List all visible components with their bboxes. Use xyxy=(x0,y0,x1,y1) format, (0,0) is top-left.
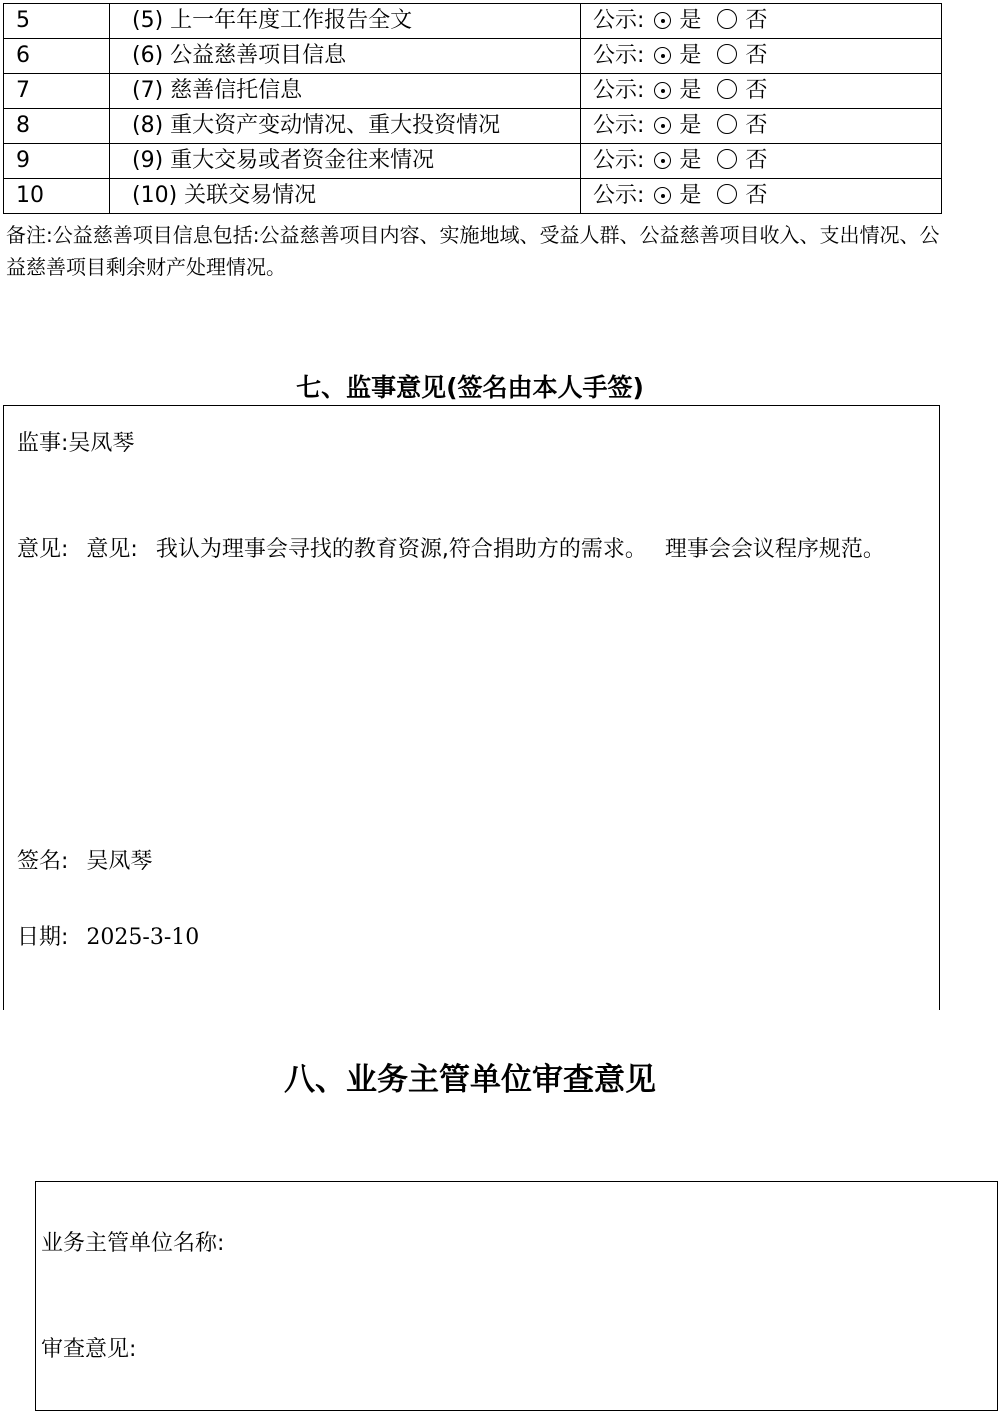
row-number: 10 xyxy=(4,179,110,214)
row-number: 8 xyxy=(4,109,110,144)
section-8-title: 八、业务主管单位审查意见 xyxy=(284,1062,656,1098)
table-row xyxy=(4,4,942,39)
date-line xyxy=(17,922,199,954)
disclosure-options xyxy=(581,109,942,144)
disclosure-options xyxy=(581,179,942,214)
table-row xyxy=(4,179,942,214)
signature-value: 吴凤琴 xyxy=(86,849,153,874)
row-item: (8) 重大资产变动情况、重大投资情况 xyxy=(110,109,581,144)
yes-radio-icon[interactable] xyxy=(654,152,671,169)
disclosure-options xyxy=(581,39,942,74)
no-radio-icon[interactable] xyxy=(717,184,737,204)
no-radio-icon[interactable] xyxy=(717,79,737,99)
opinion-paragraph xyxy=(17,534,932,566)
disclosure-options xyxy=(581,144,942,179)
disclosure-label: 公示: xyxy=(593,113,645,138)
table-row xyxy=(4,39,942,74)
disclosure-label: 公示: xyxy=(593,8,645,33)
table-row xyxy=(4,74,942,109)
disclosure-label: 公示: xyxy=(593,78,645,103)
no-label: 否 xyxy=(745,148,768,173)
supervisor-name: 吴凤琴 xyxy=(68,431,135,456)
row-number: 7 xyxy=(4,74,110,109)
yes-label: 是 xyxy=(679,183,702,208)
disclosure-table-body xyxy=(4,4,942,214)
yes-radio-icon[interactable] xyxy=(654,187,671,204)
no-radio-icon[interactable] xyxy=(717,44,737,64)
row-item: (6) 公益慈善项目信息 xyxy=(110,39,581,74)
yes-radio-icon[interactable] xyxy=(654,47,671,64)
row-number: 5 xyxy=(4,4,110,39)
row-number: 6 xyxy=(4,39,110,74)
table-row xyxy=(4,109,942,144)
disclosure-label: 公示: xyxy=(593,43,645,68)
disclosure-table xyxy=(3,3,942,214)
no-label: 否 xyxy=(745,8,768,33)
date-value: 2025-3-10 xyxy=(86,925,200,950)
row-number: 9 xyxy=(4,144,110,179)
yes-label: 是 xyxy=(679,43,702,68)
signature-line xyxy=(17,846,152,878)
yes-radio-icon[interactable] xyxy=(654,117,671,134)
review-opinion-label: 审查意见: xyxy=(41,1337,137,1362)
disclosure-label: 公示: xyxy=(593,148,645,173)
note-text: 备注:公益慈善项目信息包括:公益慈善项目内容、实施地域、受益人群、公益慈善项目收入、支出情况、公益慈善项目剩余财产处理情况。 xyxy=(6,223,940,279)
disclosure-label: 公示: xyxy=(593,183,645,208)
no-label: 否 xyxy=(745,183,768,208)
date-label: 日期: xyxy=(17,925,69,950)
row-item: (10) 关联交易情况 xyxy=(110,179,581,214)
supervisor-label: 监事: xyxy=(17,431,69,456)
opinion-text-2: 理事会会议程序规范。 xyxy=(664,537,885,562)
row-item: (9) 重大交易或者资金往来情况 xyxy=(110,144,581,179)
yes-label: 是 xyxy=(679,113,702,138)
opinion-prefix: 意见: xyxy=(86,537,138,562)
row-item: (5) 上一年年度工作报告全文 xyxy=(110,4,581,39)
disclosure-options xyxy=(581,74,942,109)
supervisor-line xyxy=(17,428,134,460)
no-label: 否 xyxy=(745,78,768,103)
authority-review-box xyxy=(35,1181,998,1411)
row-item: (7) 慈善信托信息 xyxy=(110,74,581,109)
no-label: 否 xyxy=(745,113,768,138)
yes-label: 是 xyxy=(679,8,702,33)
opinion-label: 意见: xyxy=(17,537,69,562)
no-label: 否 xyxy=(745,43,768,68)
no-radio-icon[interactable] xyxy=(717,114,737,134)
unit-name-label: 业务主管单位名称: xyxy=(41,1231,225,1256)
table-row xyxy=(4,144,942,179)
no-radio-icon[interactable] xyxy=(717,149,737,169)
yes-radio-icon[interactable] xyxy=(654,12,671,29)
disclosure-options xyxy=(581,4,942,39)
section-7-title: 七、监事意见(签名由本人手签) xyxy=(296,373,644,402)
opinion-text: 我认为理事会寻找的教育资源,符合捐助方的需求。 xyxy=(155,537,647,562)
yes-radio-icon[interactable] xyxy=(654,82,671,99)
no-radio-icon[interactable] xyxy=(717,9,737,29)
yes-label: 是 xyxy=(679,148,702,173)
yes-label: 是 xyxy=(679,78,702,103)
supervisor-opinion-box xyxy=(3,405,940,1010)
signature-label: 签名: xyxy=(17,849,69,874)
